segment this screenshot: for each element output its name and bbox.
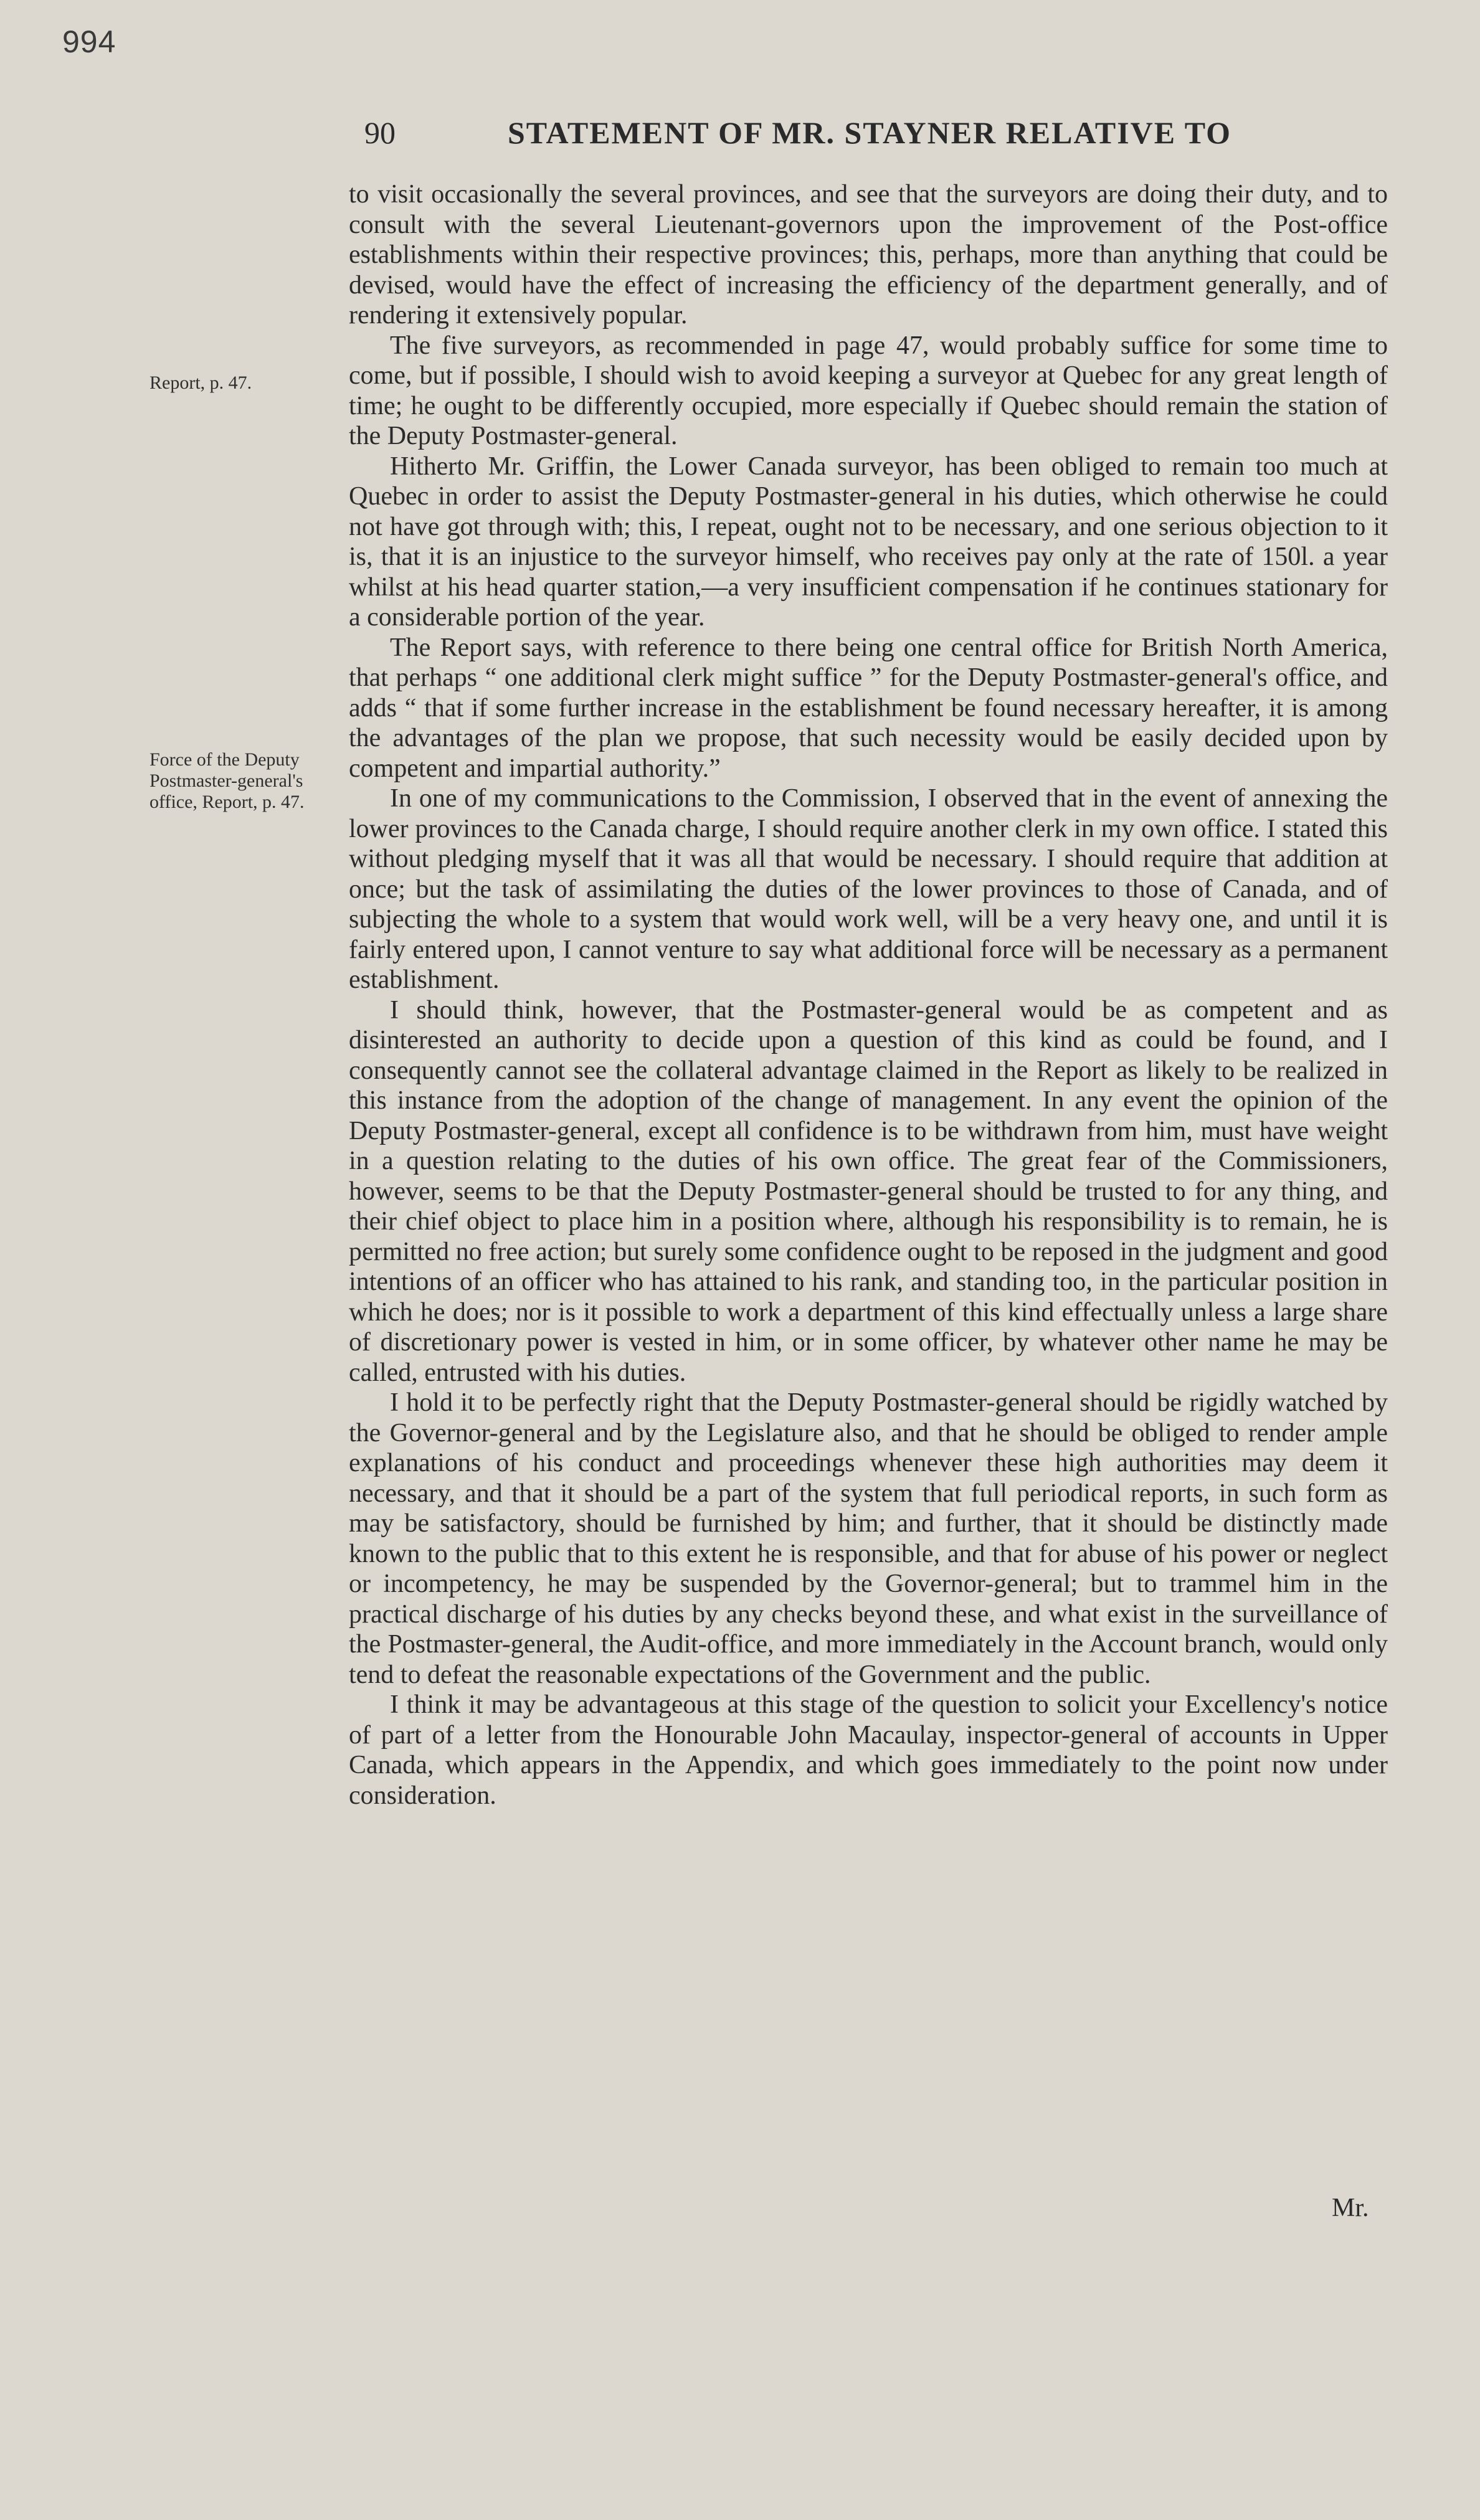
catchword: Mr. (1332, 2194, 1369, 2222)
paragraph-continuation: to visit occasionally the several provinces, and see that the surveyors are doing their duty, and to consult with the several Lieutenant-governors upon the improvement of the Post-office establishments within their respective provinces; this, perhaps, more than anything that could be devised, would have the effect of increasing the efficiency of the department generally, and of rendering it extensively popular. (349, 180, 1388, 329)
paragraph-mr-griffin: Hitherto Mr. Griffin, the Lower Canada surveyor, has been obliged to remain too much at Quebec in order to assist the Deputy Postmaster-general in his duties, which otherwise he could not have got through with; this, I repeat, ought not to be necessary, and one serious objection to it is, that it is an injustice to the surveyor himself, who receives pay only at the rate of 150l. a year whilst at his head quarter station,—a very insufficient compensation if he continues stationary for a considerable portion of the year. (349, 452, 1388, 632)
body-text (349, 179, 1388, 1811)
running-header (364, 111, 1392, 154)
paragraph-rigidly-watched: I hold it to be perfectly right that the Deputy Postmaster-general should be rigidly watched by the Governor-general and by the Legislature also, and that he should be obliged to render ample explanations of his conduct and proceedings whenever these high authorities may deem it necessary, and that it should be a part of the system that full periodical reports, in such form as may be satisfactory, should be furnished by him; and further, that it should be distinctly made known to the public that to this extent he is responsible, and that for abuse of his power or neglect or incompetency, he may be suspended by the Governor-general; but to trammel him in the practical discharge of his duties by any checks beyond these, and what exist in the surveillance of the Postmaster-general, the Audit-office, and more immediately in the Account branch, would only tend to defeat the reasonable expectations of the Government and the public. (349, 1388, 1388, 1689)
margin-note-report-reference: Report, p. 47. (149, 372, 252, 393)
paragraph-report-says: The Report says, with reference to there being one central office for British North America, that perhaps “ one additional clerk might suffice ” for the Deputy Postmaster-general's office, and adds “ that if some further increase in the establishment be found necessary hereafter, it is among the advantages of the plan we propose, that such necessity would be easily decided upon by competent and impartial authority.” (349, 633, 1388, 783)
paragraph-postmaster-competent: I should think, however, that the Postmaster-general would be as competent and as disinterested an authority to decide upon a question of this kind as could be found, and I consequently cannot see the collateral advantage claimed in the Report as likely to be realized in this instance from the adoption of the change of management. In any event the opinion of the Deputy Postmaster-general, except all confidence is to be withdrawn from him, must have weight in a question relating to the duties of his own office. The great fear of the Commissioners, however, seems to be that the Deputy Postmaster-general should be trusted to for any thing, and their chief object to place him in a position where, although his responsibility is to remain, he is permitted no free action; but surely some confidence ought to be reposed in the judgment and good intentions of an officer who has attained to his rank, and standing too, in the particular position in which he does; nor is it possible to work a department of this kind effectually unless a large share of discretionary power is vested in him, or in some officer, by whatever other name he may be called, entrusted with his duties. (349, 995, 1388, 1387)
paragraph-communications: In one of my communications to the Commission, I observed that in the event of annexing the lower provinces to the Canada charge, I should require another clerk in my own office. I stated this without pledging myself that it was all that would be necessary. I should require that addition at once; but the task of assimilating the duties of the lower provinces to those of Canada, and of subjecting the whole to a system that would work well, will be a very heavy one, and until it is fairly entered upon, I cannot venture to say what additional force will be necessary as a permanent establishment. (349, 784, 1388, 994)
paragraph-five-surveyors: The five surveyors, as recommended in page 47, would probably suffice for some time to come, but if possible, I should wish to avoid keeping a surveyor at Quebec for any great length of time; he ought to be differently occupied, more especially if Quebec should remain the station of the Deputy Postmaster-general. (349, 331, 1388, 450)
archive-page-number: 994 (62, 24, 116, 59)
paragraph-macaulay-letter: I think it may be advantageous at this stage of the question to solicit your Excellency's notice of part of a letter from the Honourable John Macaulay, inspector-general of accounts in Upper Canada, which appears in the Appendix, and which goes immediately to the point now under consideration. (349, 1690, 1388, 1810)
page-number: 90 (364, 115, 396, 150)
page-title: STATEMENT OF MR. STAYNER RELATIVE TO (508, 115, 1232, 150)
margin-note-force-of-office: Force of the Deputy Postmaster-general's office, Report, p. 47. (149, 749, 305, 812)
